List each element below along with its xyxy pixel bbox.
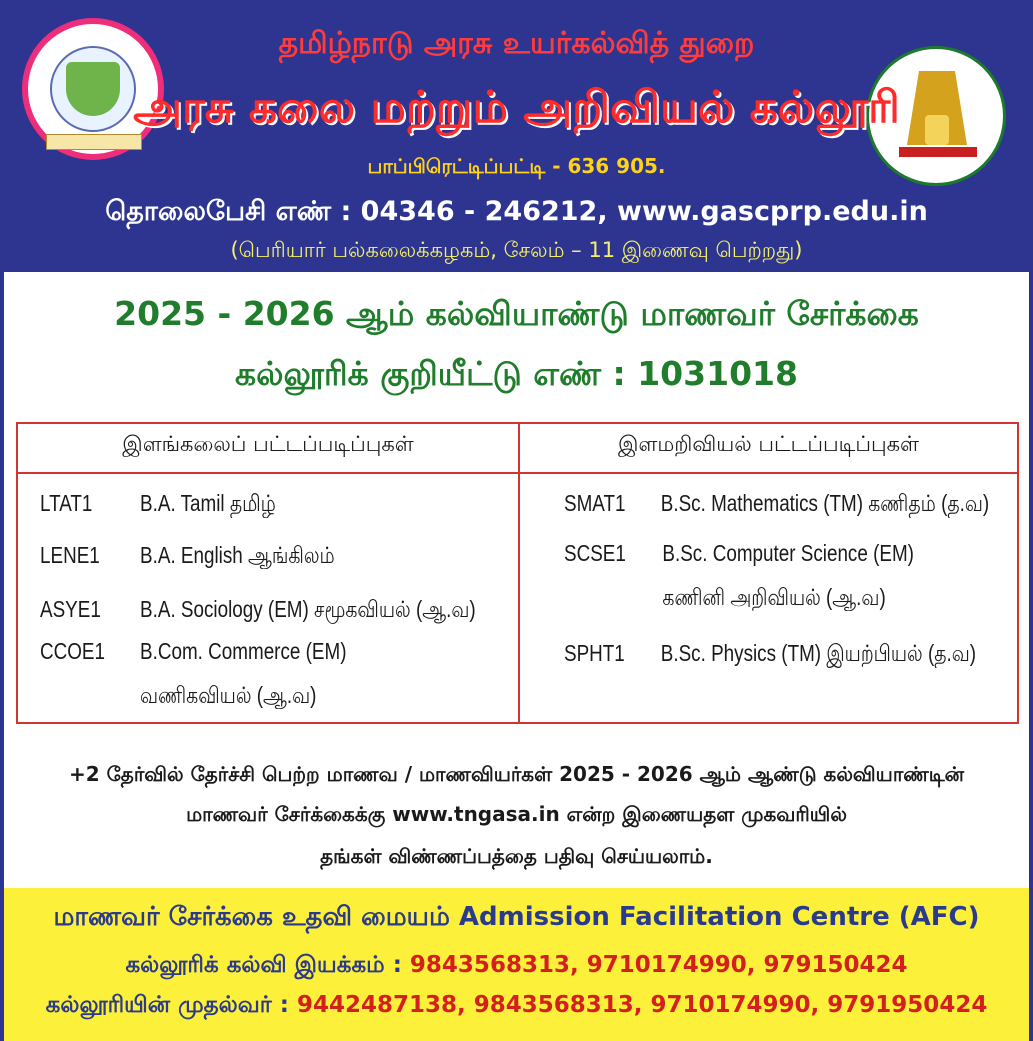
course-name-line2: வணிகவியல் (ஆ.வ) <box>140 682 317 708</box>
course-code: SPHT1 <box>564 640 625 666</box>
affiliation: (பெரியார் பல்கலைக்கழகம், சேலம் – 11 இணைவு பெற்றது) <box>230 238 803 262</box>
contact-info: தொலைபேசி எண் : 04346 - 246212, www.gascprp.edu.in <box>105 196 928 227</box>
admission-title: 2025 - 2026 ஆம் கல்வியாண்டு மாணவர் சேர்க்கை <box>114 294 919 333</box>
college-name: அரசு கலை மற்றும் அறிவியல் கல்லூரி <box>133 82 900 133</box>
principal-numbers: 9442487138, 9843568313, 9710174990, 9791950424 <box>296 992 988 1018</box>
ug-arts-heading: இளங்கலைப் பட்டப்படிப்புகள் <box>122 432 414 456</box>
ug-science-heading: இளமறிவியல் பட்டப்படிப்புகள் <box>617 432 919 456</box>
directorate-contact <box>4 952 1029 981</box>
course-code: LENE1 <box>40 542 100 568</box>
course-name-line2: கணினி அறிவியல் (ஆ.வ) <box>662 584 886 610</box>
directorate-numbers: 9843568313, 9710174990, 979150424 <box>409 952 908 978</box>
header-divider <box>18 472 1017 474</box>
course-name: B.A. Tamil தமிழ் <box>140 490 276 516</box>
course-code: LTAT1 <box>40 490 93 516</box>
courses-table <box>16 422 1019 724</box>
course-name: B.Sc. Mathematics (TM) கணிதம் (த.வ) <box>660 490 990 516</box>
notice-line-3: தங்கள் விண்ணப்பத்தை பதிவு செய்யலாம். <box>320 844 713 868</box>
header-banner <box>4 4 1029 272</box>
principal-contact <box>4 992 1029 1021</box>
afc-title: மாணவர் சேர்க்கை உதவி மையம் Admission Facilitation Centre (AFC) <box>53 902 980 932</box>
notice-line-2: மாணவர் சேர்க்கைக்கு www.tngasa.in என்ற இணையதள முகவரியில் <box>186 802 847 826</box>
department-name: தமிழ்நாடு அரசு உயர்கல்வித் துறை <box>278 26 755 61</box>
course-name: B.Sc. Physics (TM) இயற்பியல் (த.வ) <box>660 640 977 666</box>
course-code: SCSE1 <box>564 540 626 566</box>
college-code: கல்லூரிக் குறியீட்டு எண் : 1031018 <box>235 354 798 393</box>
course-code: ASYE1 <box>40 596 101 622</box>
directorate-label: கல்லூரிக் கல்வி இயக்கம் : <box>125 952 402 978</box>
college-location: பாப்பிரெட்டிப்பட்டி - 636 905. <box>367 154 666 178</box>
afc-footer <box>4 888 1029 1041</box>
course-name: B.Com. Commerce (EM) <box>140 638 347 664</box>
course-code: SMAT1 <box>564 490 626 516</box>
course-name: B.A. Sociology (EM) சமூகவியல் (ஆ.வ) <box>140 596 476 622</box>
principal-label: கல்லூரியின் முதல்வர் : <box>45 992 289 1018</box>
course-name: B.Sc. Computer Science (EM) <box>662 540 914 566</box>
notice-line-1: +2 தேர்வில் தேர்ச்சி பெற்ற மாணவ / மாணவியர்கள் 2025 - 2026 ஆம் ஆண்டு கல்வியாண்டின் <box>68 762 965 786</box>
course-code: CCOE1 <box>40 638 105 664</box>
column-divider <box>518 424 520 722</box>
course-name: B.A. English ஆங்கிலம் <box>140 542 335 568</box>
